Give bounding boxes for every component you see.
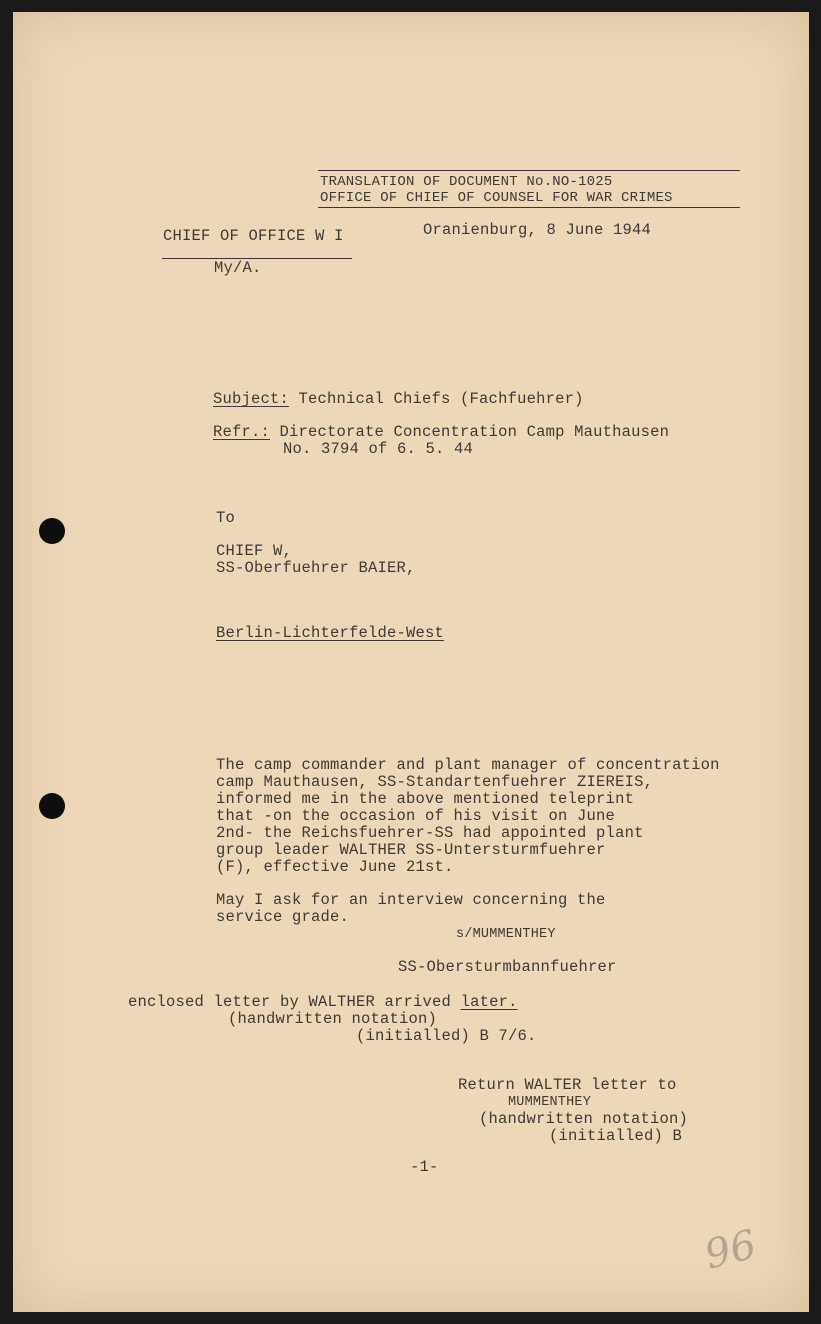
note-1-prefix: enclosed letter by WALTHER arrived [128, 993, 461, 1011]
recipient-name-2: SS-Oberfuehrer BAIER, [216, 559, 416, 577]
handwritten-page-number: 96 [700, 1221, 762, 1279]
note-2-line-4: (initialled) B [549, 1127, 683, 1145]
recipient-to: To [216, 509, 236, 527]
header-rule-top [318, 170, 740, 171]
header-line-1: TRANSLATION OF DOCUMENT No.NO-1025 [320, 174, 613, 190]
place-date: Oranienburg, 8 June 1944 [423, 221, 652, 239]
sender-reference: My/A. [214, 259, 262, 277]
signature-name: s/MUMMENTHEY [456, 927, 556, 942]
body-line-5: 2nd- the Reichsfuehrer-SS had appointed plant [216, 824, 644, 842]
note-2-line-3: (handwritten notation) [479, 1110, 689, 1128]
body-line-7: (F), effective June 21st. [216, 858, 454, 876]
signature-rank: SS-Obersturmbannfuehrer [398, 958, 617, 976]
punch-hole-bottom [39, 793, 65, 819]
body-line-8: May I ask for an interview concerning the [216, 891, 606, 909]
body-line-1: The camp commander and plant manager of concentration [216, 756, 720, 774]
refr-text-1: Directorate Concentration Camp Mauthausen [279, 423, 670, 441]
body-line-6: group leader WALTHER SS-Untersturmfuehrer [216, 841, 606, 859]
refr-label: Refr.: [213, 423, 271, 441]
recipient-city: Berlin-Lichterfelde-West [216, 624, 445, 642]
refr-line-1 [213, 424, 669, 441]
punch-hole-top [39, 518, 65, 544]
note-2-line-2: MUMMENTHEY [508, 1095, 592, 1110]
body-line-3: informed me in the above mentioned teleprint [216, 790, 635, 808]
header-line-2: OFFICE OF CHIEF OF COUNSEL FOR WAR CRIMES [320, 190, 673, 206]
subject-text: Technical Chiefs (Fachfuehrer) [298, 390, 584, 408]
recipient-name-1: CHIEF W, [216, 542, 293, 560]
subject-line [213, 391, 584, 408]
document-page [13, 12, 809, 1312]
note-1-line-3: (initialled) B 7/6. [356, 1027, 537, 1045]
subject-label: Subject: [213, 390, 290, 408]
body-line-4: that -on the occasion of his visit on June [216, 807, 616, 825]
body-line-9: service grade. [216, 908, 350, 926]
refr-line-2: No. 3794 of 6. 5. 44 [283, 440, 474, 458]
note-2-line-1: Return WALTER letter to [458, 1076, 677, 1094]
page-number: -1- [410, 1158, 439, 1176]
header-rule-bottom [318, 207, 740, 208]
body-line-2: camp Mauthausen, SS-Standartenfuehrer ZIEREIS, [216, 773, 654, 791]
note-1-emphasis: later. [460, 993, 518, 1011]
note-1-line-1 [128, 994, 518, 1011]
sender-office: CHIEF OF OFFICE W I [163, 227, 344, 245]
note-1-line-2: (handwritten notation) [228, 1010, 438, 1028]
